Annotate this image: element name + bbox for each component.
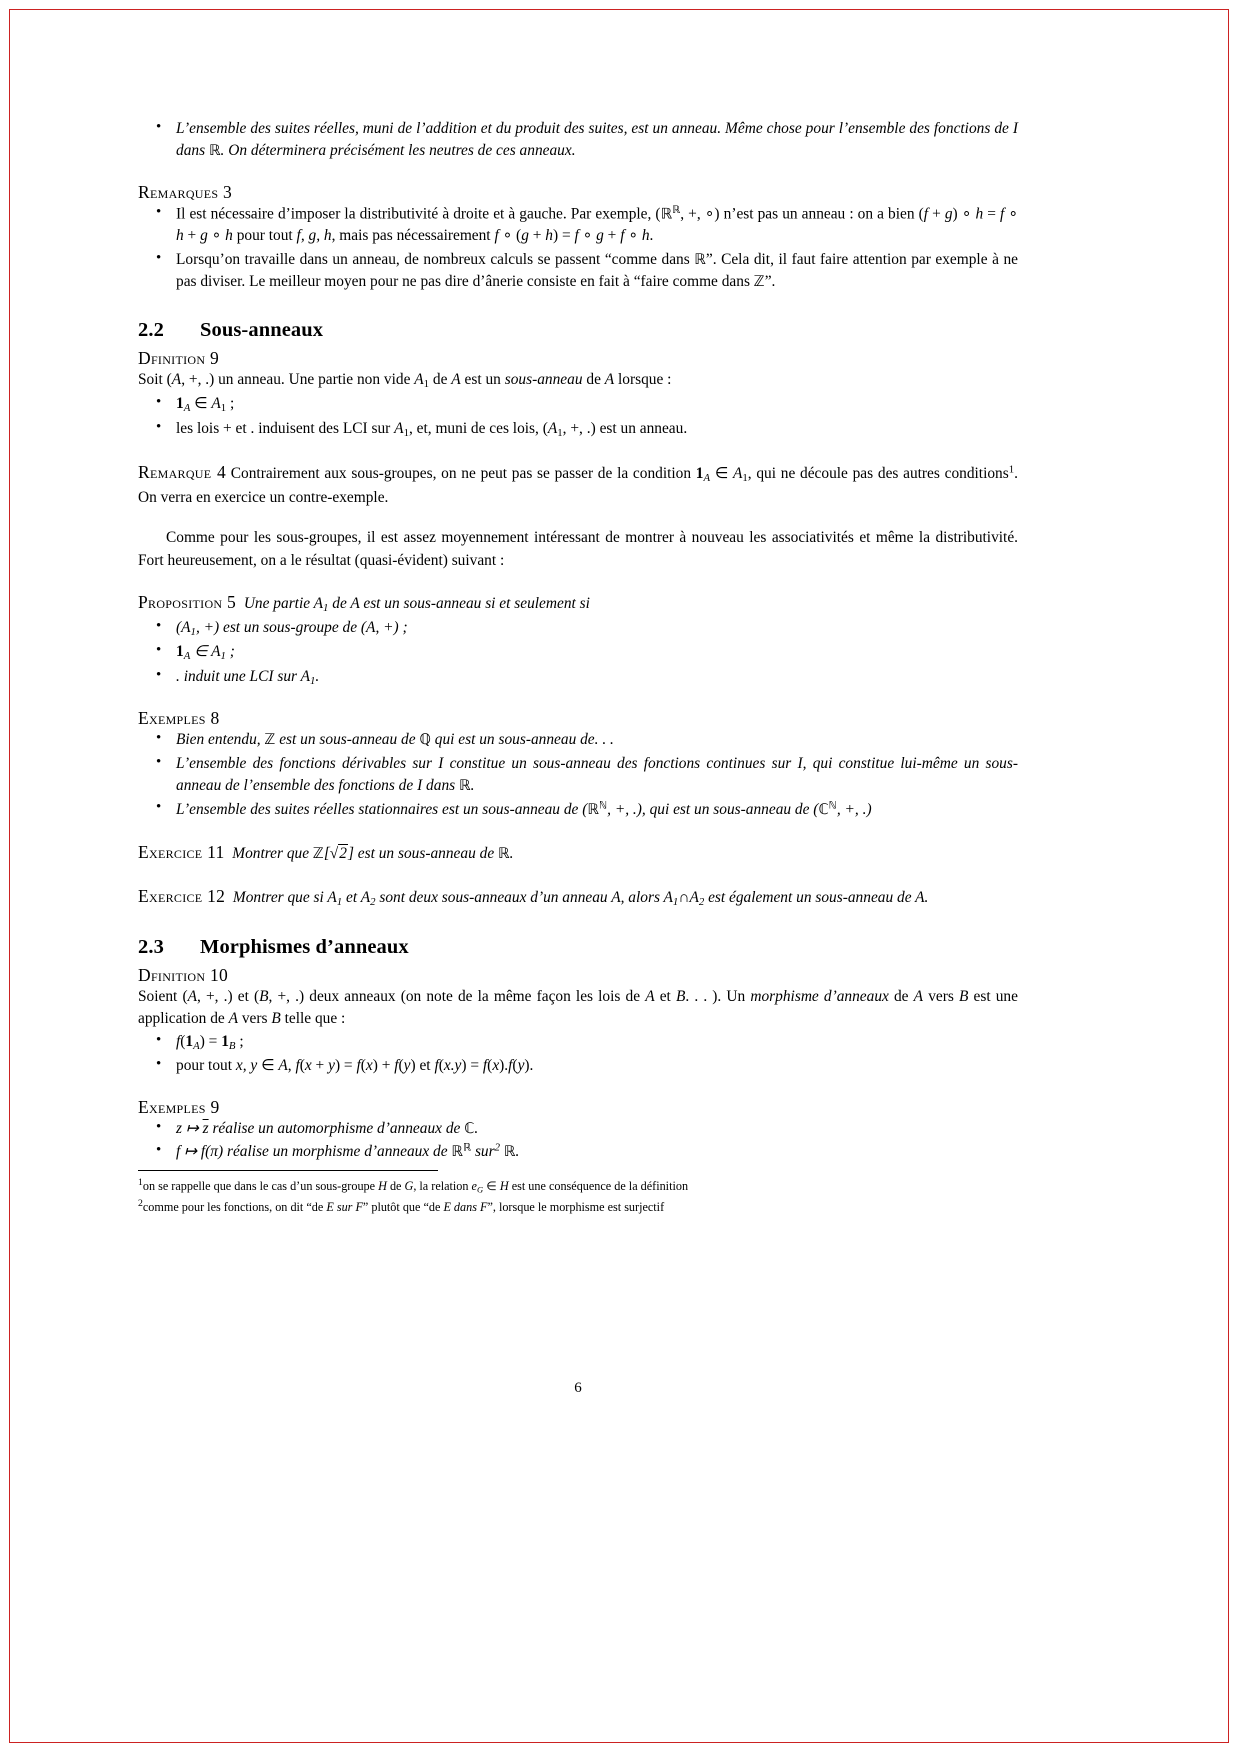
list-item: • . induit une LCI sur $A_1$. (138, 666, 1018, 690)
list-item: • $f(1_A) = 1_B$ ; (138, 1031, 1018, 1055)
exemples-9-heading: Exemples 9 (138, 1096, 220, 1117)
list-item: • $1_A$ ∈ $A_1$ ; (138, 641, 1018, 665)
list-item: • z ↦ $\overline{z}$ réalise un automorphisme d’anneaux de ℂ. (138, 1118, 1018, 1140)
definition-10-body: Soient (A, +, .) et (B, +, .) deux anneaux (on note de la même façon les lois de A et B. . . ). Un morphisme d’anneaux de A vers B est une application de A vers B telle que : (138, 988, 1018, 1028)
section-title: Morphismes d’anneaux (200, 936, 409, 959)
list-item: • ($A_1$, +) est un sous-groupe de (A, +) ; (138, 617, 1018, 641)
section-number: 2.3 (138, 936, 164, 959)
exercice-12: Exercice 12 Montrer que si $A_1$ et $A_2$ sont deux sous-anneaux d’un anneau A, alors $A_1\cap A_2$ est également un sous-anneau de A. (138, 885, 929, 908)
definition-9-heading: Dfinition 9 (138, 348, 220, 369)
definition-9-body: Soit (A, +, .) un anneau. Une partie non vide $A_1$ de A est un sous-anneau de A lorsque : (138, 371, 672, 391)
page-content (138, 118, 1018, 1396)
proposition-5: Proposition 5 Une partie $A_1$ de A est un sous-anneau si et seulement si (138, 591, 590, 614)
intro-bullet-list (138, 118, 1018, 163)
proposition-5-list (138, 617, 1018, 690)
footnote-separator (138, 1170, 438, 1171)
list-item: • Il est nécessaire d’imposer la distributivité à droite et à gauche. Par exemple, (ℝ$^ℝ$, +, ∘) n’est pas un anneau : on a bien (f + g) ∘ h = f ∘ h + g ∘ h pour tout f, g, h, mais pas nécessairement f ∘ (g + h) = f ∘ g + f ∘ h. (138, 203, 1018, 248)
proposition-5-heading: Proposition 5 (138, 591, 237, 612)
footnote-2: $^2$comme pour les fonctions, on dit “de E sur F” plutôt que “de E dans F”, lorsque le morphisme est surjectif (138, 1198, 665, 1214)
section-title: Sous-anneaux (200, 319, 324, 342)
remarque-4: Remarque 4 Contrairement aux sous-groupes, on ne peut pas se passer de la condition $1_A$ ∈ $A_1$, qui ne découle pas des autres conditions$^1$. On verra en exercice un contre-exemple. (138, 462, 1018, 506)
exercice-11: Exercice 11 Montrer que ℤ[√2] est un sous-anneau de ℝ. (138, 842, 514, 863)
exercice-11-heading: Exercice 11 (138, 842, 225, 863)
list-item: • L’ensemble des suites réelles, muni de l’addition et du produit des suites, est un anneau. Même chose pour l’ensemble des fonctions de I dans ℝ. On déterminera précisément les neutres de ces anneaux. (138, 118, 1018, 163)
exemples-8-heading: Exemples 8 (138, 708, 220, 729)
remarques-3-heading: Remarques 3 (138, 181, 233, 202)
list-item: • pour tout x, y ∈ A, f(x + y) = f(x) + f(y) et f(x.y) = f(x).f(y). (138, 1055, 1018, 1077)
definition-9-list (138, 393, 1018, 441)
paragraph-associativites: Comme pour les sous-groupes, il est assez moyennement intéressant de montrer à nouveau les associativités et même la distributivité. Fort heureusement, on a le résultat (quasi-évident) suivant : (138, 529, 1018, 569)
definition-10-list (138, 1031, 1018, 1078)
exemples-9-list (138, 1118, 1018, 1164)
footnotes (138, 1176, 1018, 1216)
list-item: • Bien entendu, ℤ est un sous-anneau de ℚ qui est un sous-anneau de. . . (138, 729, 1018, 751)
list-item: • les lois + et . induisent des LCI sur $A_1$, et, muni de ces lois, ($A_1$, +, .) est un anneau. (138, 418, 1018, 442)
list-item: • L’ensemble des suites réelles stationnaires est un sous-anneau de (ℝ$^ℕ$, +, .), qui est un sous-anneau de (ℂ$^ℕ$, +, .) (138, 798, 1018, 821)
section-heading-2-2 (138, 319, 1018, 342)
remarque-4-heading: Remarque 4 (138, 462, 227, 483)
list-item: • $1_A$ ∈ $A_1$ ; (138, 393, 1018, 417)
exemples-8-list (138, 729, 1018, 821)
exercice-12-heading: Exercice 12 (138, 885, 226, 906)
footnote-1: $^1$on se rappelle que dans le cas d’un sous-groupe H de G, la relation $e_G$ ∈ H est une conséquence de la définition (138, 1176, 689, 1195)
list-item: • Lorsqu’on travaille dans un anneau, de nombreux calculs se passent “comme dans ℝ”. Cela dit, il faut faire attention par exemple à ne pas diviser. Le meilleur moyen pour ne pas dire d’ânerie consiste en fait à “faire comme dans ℤ”. (138, 249, 1018, 294)
definition-10-heading: Dfinition 10 (138, 965, 229, 986)
section-number: 2.2 (138, 319, 164, 342)
page-number: 6 (574, 1380, 582, 1396)
list-item: • f ↦ f(π) réalise un morphisme d’anneaux de ℝ$^ℝ$ sur$^2$ ℝ. (138, 1141, 1018, 1164)
list-item: • L’ensemble des fonctions dérivables sur I constitue un sous-anneau des fonctions continues sur I, qui constitue lui-même un sous-anneau de l’ensemble des fonctions de I dans ℝ. (138, 753, 1018, 798)
section-heading-2-3 (138, 936, 1018, 959)
remarques-3-list (138, 203, 1018, 294)
